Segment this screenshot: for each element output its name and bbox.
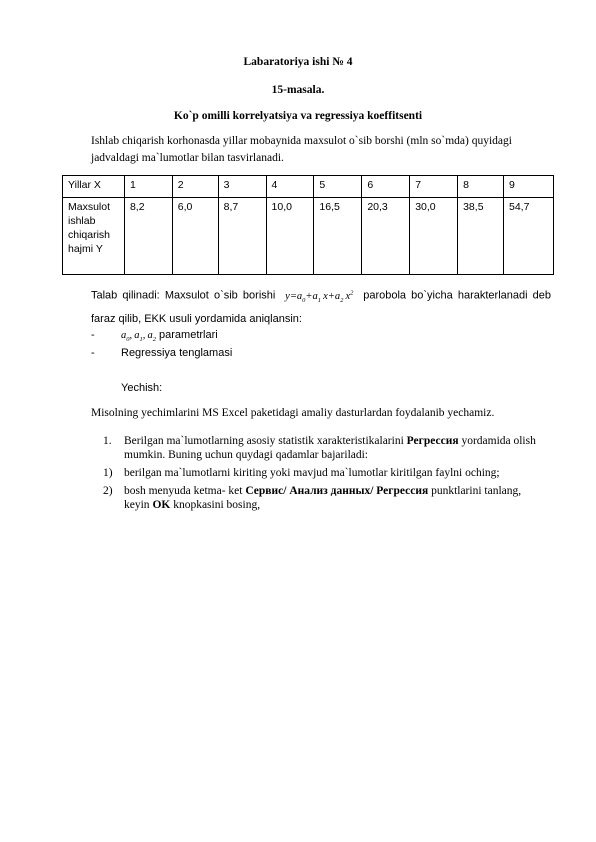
list-item — [91, 345, 232, 361]
table-cell: 2 — [172, 176, 218, 198]
item-text: Berilgan ma`lumotlarning asosiy statistik xarakteristikalarini Регрессия yordamida olish mumkin. Buning uchun quydagi qadamlar bajariladi: — [124, 435, 536, 461]
bullet-dash: - — [91, 329, 95, 341]
item-number: 1. — [103, 435, 112, 447]
table-cell: 8 — [458, 176, 504, 198]
parameters-formula: $a_0$, $a_1$, $a_2$ — [121, 330, 156, 344]
table-cell: 16,5 — [314, 198, 362, 275]
section-heading: Ko`p omilli korrelyatsiya va regressiya koeffitsenti — [173, 110, 423, 122]
table-header-cell: Maxsulot ishlab chiqarish hajmi Y — [63, 198, 125, 275]
item-text: berilgan ma`lumotlarni kiriting yoki mavjud ma`lumotlar kiritilgan faylni oching; — [124, 467, 500, 479]
table-cell: 5 — [314, 176, 362, 198]
item-number: 1) — [103, 467, 113, 479]
task-text-after: parobola bo`yicha harakterlanadi deb faraz qilib, EKK usuli yordamida aniqlansin: — [91, 289, 552, 325]
intro-line-1: Ishlab chiqarish korhonasda yillar mobaynida maxsulot o`sib borshi (mln so`mda) quyidagi — [91, 135, 512, 147]
item-number: 2) — [103, 485, 113, 497]
table-cell: 4 — [266, 176, 314, 198]
parabola-formula: $y=a_0+a_1$ $x+a_2$ $x^2$ — [285, 289, 354, 304]
problem-number: 15-masala. — [271, 84, 325, 96]
table-cell: 8,7 — [218, 198, 266, 275]
solution-label: Yechish: — [121, 382, 163, 394]
intro-paragraph — [91, 133, 551, 167]
table-cell: 3 — [218, 176, 266, 198]
method-line: Misolning yechimlarini MS Excel paketidagi amaliy dasturlardan foydalanib yechamiz. — [91, 407, 495, 419]
table-cell: 1 — [124, 176, 172, 198]
task-text-before: Talab qilinadi: Maxsulot o`sib borishi — [91, 289, 276, 302]
table-cell: 20,3 — [362, 198, 410, 275]
page-title: Labaratoriya ishi № 4 — [243, 56, 353, 68]
item-text: bosh menyuda ketma- ket Сервис/ Анализ данных/ Регрессия punktlarini tanlang, keyin OK knopkasini bosing, — [124, 485, 522, 511]
bullet-dash: - — [91, 347, 95, 359]
bullet-2-text: Regressiya tenglamasi — [121, 347, 233, 359]
task-paragraph — [91, 284, 551, 328]
table-row-years — [63, 176, 554, 198]
table-cell: 30,0 — [410, 198, 458, 275]
table-cell: 7 — [410, 176, 458, 198]
table-cell: 10,0 — [266, 198, 314, 275]
data-table — [62, 175, 554, 275]
table-cell: 8,2 — [124, 198, 172, 275]
table-cell: 9 — [504, 176, 554, 198]
table-cell: 38,5 — [458, 198, 504, 275]
table-cell: 6 — [362, 176, 410, 198]
intro-line-2: jadvaldagi ma`lumotlar bilan tasvirlanadi. — [91, 152, 284, 164]
table-cell: 6,0 — [172, 198, 218, 275]
table-header-cell: Yillar X — [63, 176, 125, 198]
table-row-production — [63, 198, 554, 275]
bullet-1-text: parametrlari — [159, 329, 218, 341]
table-cell: 54,7 — [504, 198, 554, 275]
